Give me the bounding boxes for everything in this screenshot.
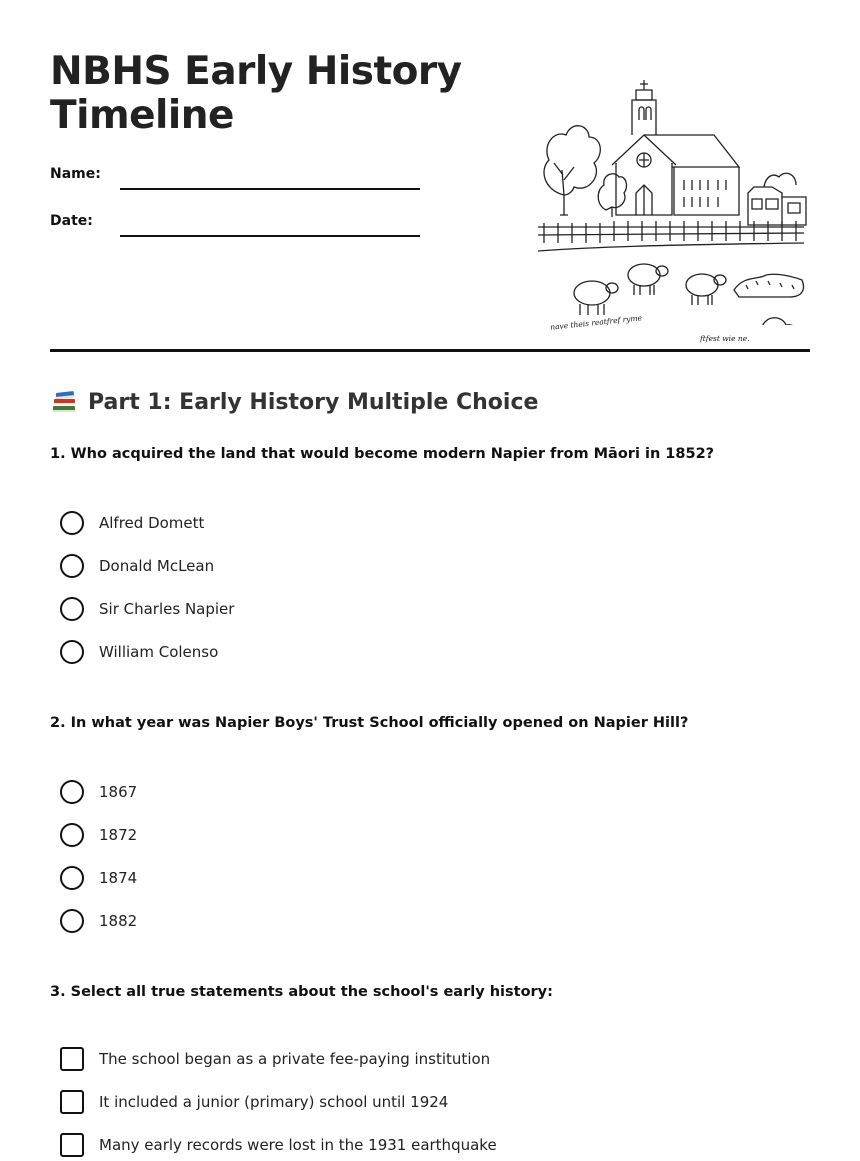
books-icon [50, 388, 78, 416]
date-field [50, 213, 420, 229]
question-3: 3. Select all true statements about the school's early history: [50, 984, 553, 1000]
train-drawing [748, 173, 806, 225]
title-line-1: NBHS Early History [50, 49, 462, 94]
illustration-caption-right: ftfest wie ne. [700, 334, 750, 343]
option-1882[interactable] [60, 899, 137, 942]
option-donald-mclean[interactable] [60, 544, 234, 587]
radio-button[interactable] [60, 866, 84, 890]
option-label: It included a junior (primary) school until 1924 [99, 1092, 449, 1111]
radio-button[interactable] [60, 554, 84, 578]
section-divider [50, 349, 810, 352]
option-label: The school began as a private fee-paying institution [99, 1049, 491, 1068]
tree-drawing [544, 126, 600, 215]
illustration-caption-left: nave theis reatfref ryme [549, 313, 643, 332]
checkbox[interactable] [60, 1133, 84, 1157]
option-sir-charles-napier[interactable] [60, 587, 234, 630]
church-village-illustration [534, 75, 810, 325]
church-drawing [612, 80, 739, 215]
checkbox[interactable] [60, 1090, 84, 1114]
page-title [50, 50, 490, 138]
option-william-colenso[interactable] [60, 630, 234, 673]
question-1: 1. Who acquired the land that would become modern Napier from Māori in 1852? [50, 446, 715, 462]
section-heading [50, 388, 538, 416]
option-label: Many early records were lost in the 1931 earthquake [99, 1135, 497, 1154]
radio-button[interactable] [60, 823, 84, 847]
option-label: 1882 [99, 911, 138, 930]
option-label: 1872 [99, 825, 138, 844]
radio-button[interactable] [60, 511, 84, 535]
checkbox[interactable] [60, 1047, 84, 1071]
option-label: Sir Charles Napier [99, 599, 235, 618]
date-label: Date: [50, 213, 93, 229]
radio-button[interactable] [60, 597, 84, 621]
sheep-drawing [574, 264, 726, 315]
option-label: 1867 [99, 782, 138, 801]
option-1872[interactable] [60, 813, 137, 856]
title-line-2: Timeline [50, 93, 235, 138]
option-1867[interactable] [60, 770, 137, 813]
question-1-options [60, 501, 234, 673]
radio-button[interactable] [60, 780, 84, 804]
option-label: 1874 [99, 868, 138, 887]
question-3-options [60, 1037, 497, 1161]
option-alfred-domett[interactable] [60, 501, 234, 544]
name-input-line[interactable] [120, 188, 420, 190]
date-input-line[interactable] [120, 235, 420, 237]
radio-button[interactable] [60, 909, 84, 933]
option-1874[interactable] [60, 856, 137, 899]
option-label: William Colenso [99, 642, 219, 661]
question-2-options [60, 770, 137, 942]
question-2: 2. In what year was Napier Boys' Trust School officially opened on Napier Hill? [50, 715, 689, 731]
option-private-fee-paying[interactable] [60, 1037, 497, 1080]
name-label: Name: [50, 166, 101, 182]
radio-button[interactable] [60, 640, 84, 664]
section-title-text: Part 1: Early History Multiple Choice [88, 389, 539, 415]
option-records-lost-1931[interactable] [60, 1123, 497, 1161]
option-label: Donald McLean [99, 556, 215, 575]
option-junior-school-1924[interactable] [60, 1080, 497, 1123]
option-label: Alfred Domett [99, 513, 205, 532]
worksheet-header [50, 49, 810, 343]
name-field [50, 166, 420, 182]
